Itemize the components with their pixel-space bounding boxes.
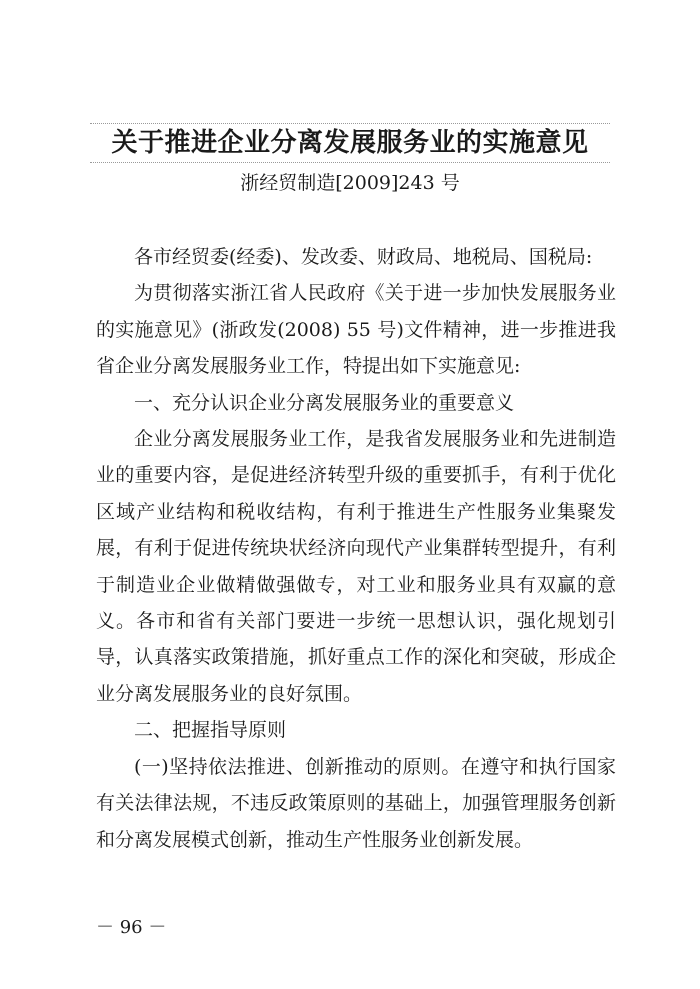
title-top-rule: [90, 123, 610, 124]
document-title: 关于推进企业分离发展服务业的实施意见: [111, 128, 589, 158]
addressee-line: 各市经贸委(经委)、发改委、财政局、地税局、国税局:: [134, 246, 593, 268]
title-bottom-rule: [90, 162, 610, 163]
intro-paragraph: 为贯彻落实浙江省人民政府《关于进一步加快发展服务业的实施意见》(浙政发(2008) 55 号)文件精神，进一步推进我省企业分离发展服务业工作，特提出如下实施意见:: [96, 282, 616, 378]
section-1-paragraph: 企业分离发展服务业工作，是我省发展服务业和先进制造业的重要内容，是促进经济转型升级的重要抓手，有利于优化区域产业结构和税收结构，有利于推进生产性服务业集聚发展，有利于促进传统块状经济向现代产业集群转型提升，有利于制造业企业做精做强做专，对工业和服务业具有双赢的意义。各市和省有关部门要进一步统一思想认识，强化规划引导，认真落实政策措施，抓好重点工作的深化和突破，形成企业分离发展服务业的良好氛围。: [96, 428, 616, 705]
document-body: [96, 239, 616, 858]
document-number: 浙经贸制造[2009]243 号: [240, 172, 460, 194]
page-number: － 96 －: [96, 917, 167, 938]
section-heading-1: 一、充分认识企业分离发展服务业的重要意义: [134, 391, 515, 414]
section-2-paragraph-1: (一)坚持依法推进、创新推动的原则。在遵守和执行国家有关法律法规，不违反政策原则的基础上，加强管理服务创新和分离发展模式创新，推动生产性服务业创新发展。: [96, 755, 616, 851]
section-heading-2: 二、把握指导原则: [134, 719, 287, 742]
